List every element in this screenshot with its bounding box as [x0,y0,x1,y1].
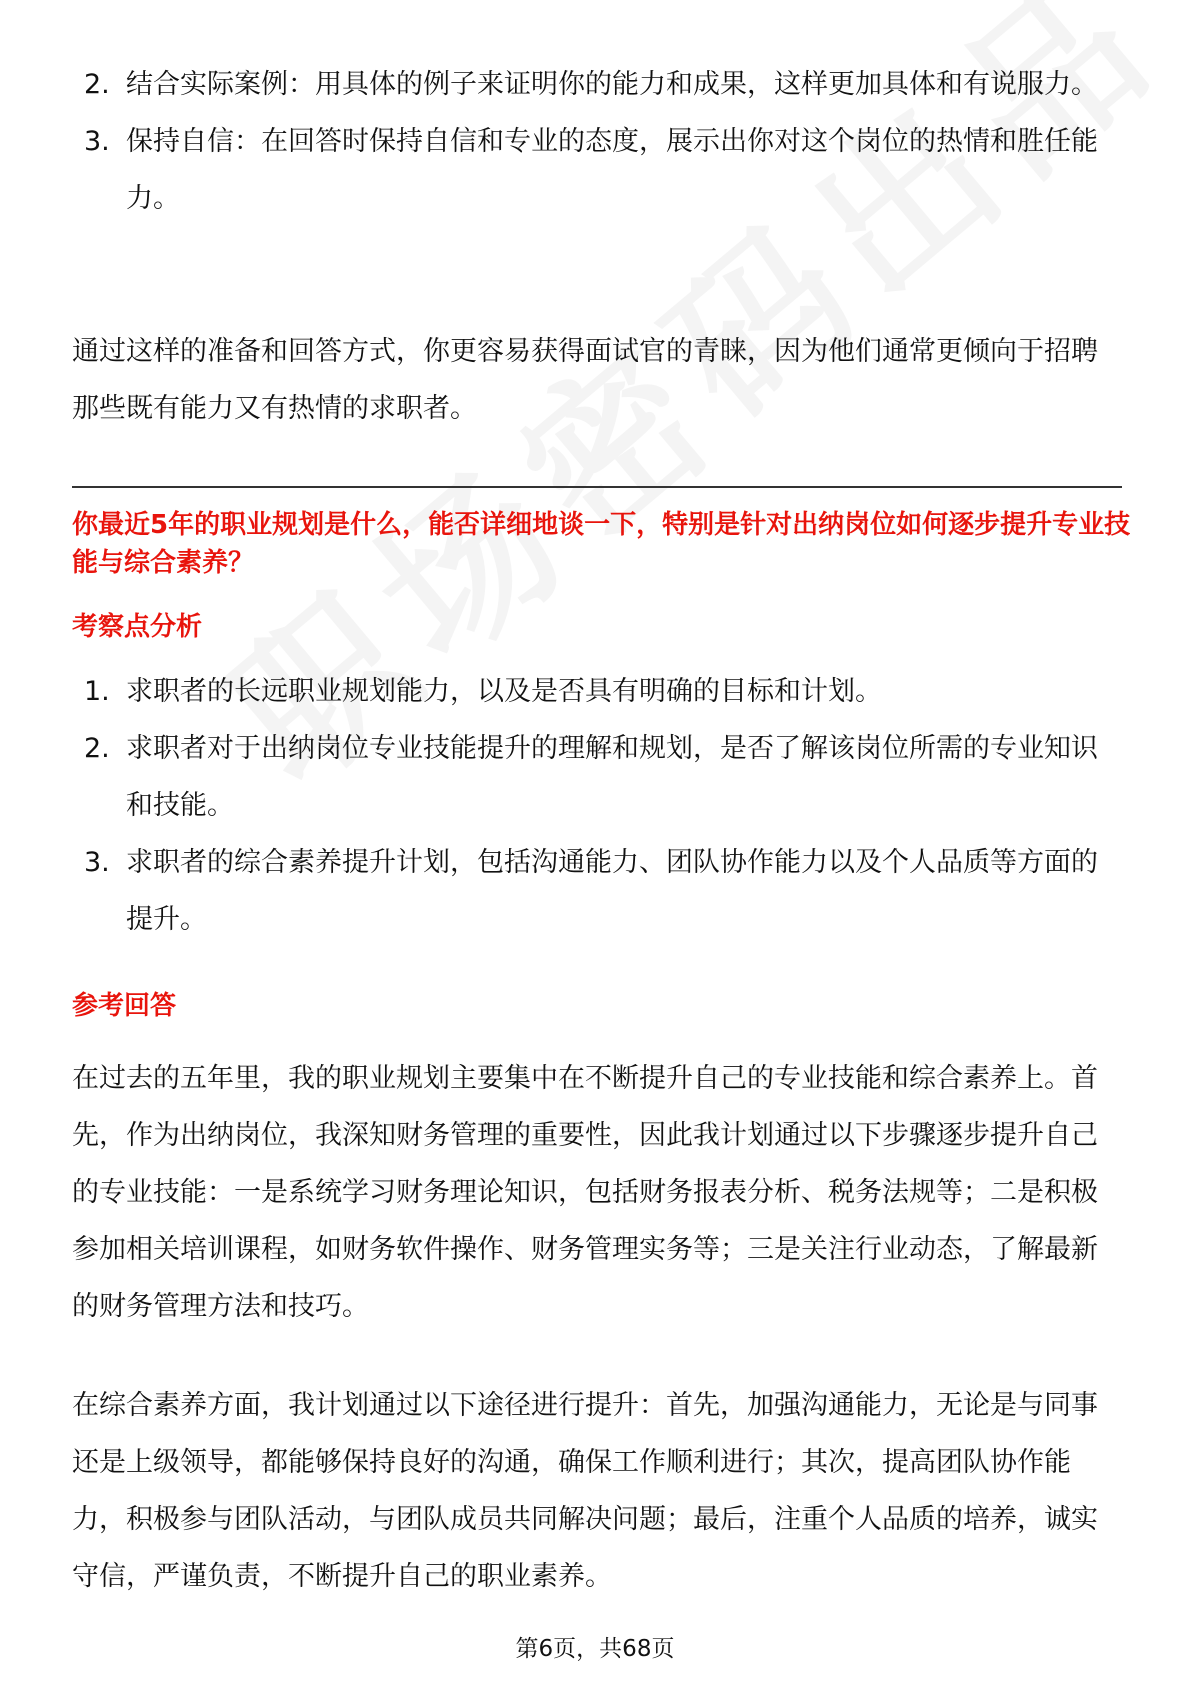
list-item-number: 3. [84,126,110,157]
list-item-text: 求职者的综合素养提升计划，包括沟通能力、团队协作能力以及个人品质等方面的提升。 [126,847,1098,935]
intro-paragraph: 通过这样的准备和回答方式，你更容易获得面试官的青睐，因为他们通常更倾向于招聘那些既有能力又有热情的求职者。 [72,336,1098,424]
answer-paragraph: 在过去的五年里，我的职业规划主要集中在不断提升自己的专业技能和综合素养上。首先，作为出纳岗位，我深知财务管理的重要性，因此我计划通过以下步骤逐步提升自己的专业技能：一是系统学习财务理论知识，包括财务报表分析、税务法规等；二是积极参加相关培训课程，如财务软件操作、财务管理实务等；三是关注行业动态，了解最新的财务管理方法和技巧。 [72,1063,1098,1322]
list-item-number: 1. [84,676,110,707]
list-item [72,720,1122,834]
list-item-text: 保持自信：在回答时保持自信和专业的态度，展示出你对这个岗位的热情和胜任能力。 [126,126,1098,214]
list-item [72,834,1122,948]
list-item-number: 3. [84,847,110,878]
intro-list [72,56,1122,227]
analysis-heading: 考察点分析 [72,612,203,642]
analysis-list [72,663,1122,948]
list-item-text: 求职者的长远职业规划能力，以及是否具有明确的目标和计划。 [126,676,882,707]
list-item-number: 2. [84,733,110,764]
list-item-number: 2. [84,69,110,100]
section-divider [72,486,1122,488]
answer-paragraph: 在综合素养方面，我计划通过以下途径进行提升：首先，加强沟通能力，无论是与同事还是上级领导，都能够保持良好的沟通，确保工作顺利进行；其次，提高团队协作能力，积极参与团队活动，与团队成员共同解决问题；最后，注重个人品质的培养，诚实守信，严谨负责，不断提升自己的职业素养。 [72,1390,1098,1592]
list-item [72,113,1122,227]
question-title: 你最近5年的职业规划是什么，能否详细地谈一下，特别是针对出纳岗位如何逐步提升专业技能与综合素养？ [72,510,1131,578]
page-number: 第6页，共68页 [515,1636,675,1662]
list-item-text: 求职者对于出纳岗位专业技能提升的理解和规划，是否了解该岗位所需的专业知识和技能。 [126,733,1098,821]
list-item-text: 结合实际案例：用具体的例子来证明你的能力和成果，这样更加具体和有说服力。 [126,69,1098,100]
answer-heading: 参考回答 [72,991,177,1021]
list-item [72,56,1122,113]
list-item [72,663,1122,720]
